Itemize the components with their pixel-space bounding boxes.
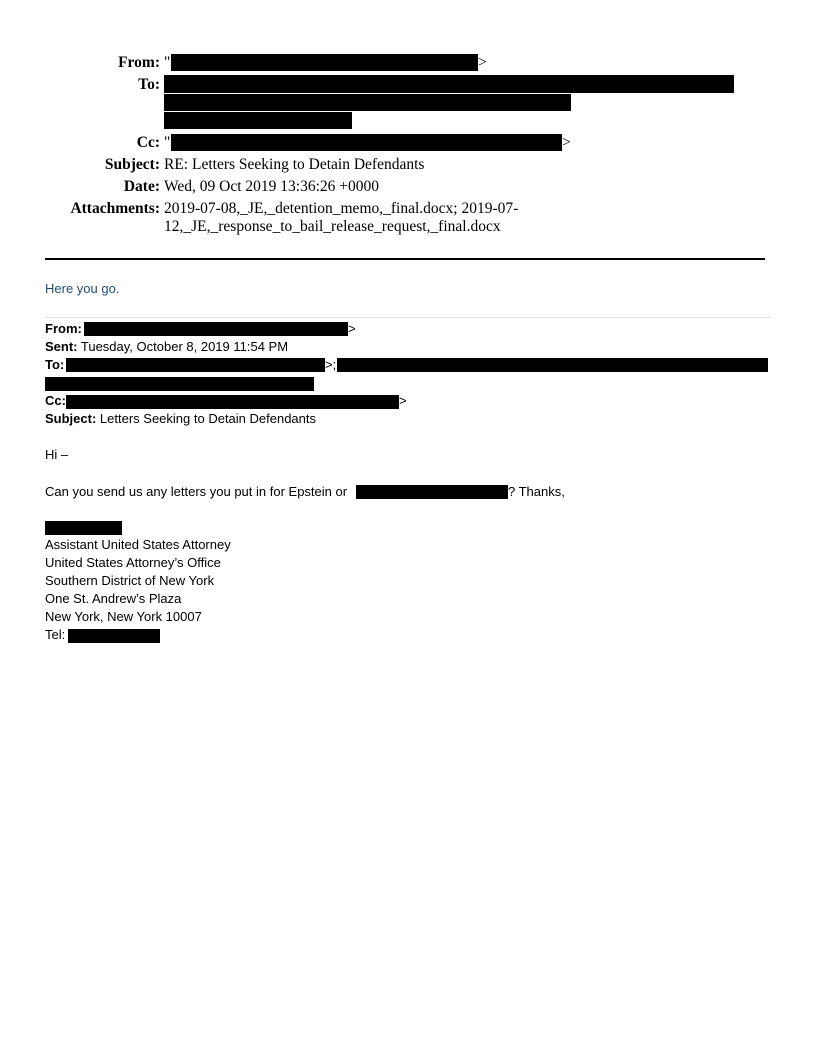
attachment-item[interactable]: 2019-07-08,_JE,_detention_memo,_final.docx; 2019-07-	[164, 200, 519, 217]
forwarded-subject-label: Subject:	[45, 411, 97, 426]
forward-divider	[45, 317, 771, 318]
forwarded-sent-line	[45, 338, 288, 356]
forwarded-subject-line	[45, 410, 316, 428]
redaction-header-from	[171, 54, 478, 71]
redaction-signature-name	[45, 521, 122, 535]
message-request-suffix: ? Thanks,	[508, 484, 565, 499]
message-greeting: Hi –	[45, 447, 69, 462]
header-attachments-label: Attachments:	[70, 200, 160, 217]
redaction-forwarded-to-3	[45, 377, 314, 391]
header-subject-value: RE: Letters Seeking to Detain Defendants	[164, 156, 425, 173]
header-to-label: To:	[138, 76, 160, 93]
header-from-prefix: "	[164, 54, 171, 71]
redaction-header-cc	[171, 134, 562, 151]
reply-text: Here you go.	[45, 281, 120, 296]
signature-tel-label: Tel:	[45, 627, 66, 642]
redaction-forwarded-from	[84, 322, 348, 336]
signature-address-line2: New York, New York 10007	[45, 609, 202, 624]
header-from-suffix: >	[478, 54, 487, 71]
forwarded-cc-suffix: >	[399, 393, 407, 408]
forwarded-from-label: From:	[45, 321, 82, 336]
forwarded-subject-value: Letters Seeking to Detain Defendants	[99, 411, 317, 426]
message-request-prefix: Can you send us any letters you put in for Epstein or	[45, 484, 348, 499]
header-from-label: From:	[118, 54, 160, 71]
header-cc-prefix: "	[164, 134, 171, 151]
forwarded-to-label: To:	[45, 357, 65, 372]
redaction-forwarded-to-2	[337, 358, 768, 372]
redaction-forwarded-cc	[66, 395, 399, 409]
header-cc-suffix: >	[562, 134, 571, 151]
header-subject-label: Subject:	[104, 156, 160, 173]
forwarded-from-suffix: >	[348, 321, 356, 336]
forwarded-sent-label: Sent:	[45, 339, 78, 354]
forwarded-sent-value: Tuesday, October 8, 2019 11:54 PM	[80, 339, 289, 354]
signature-district: Southern District of New York	[45, 573, 215, 588]
redaction-signature-tel	[68, 629, 160, 643]
redaction-message-name	[356, 485, 508, 499]
signature-office: United States Attorney’s Office	[45, 555, 221, 570]
redaction-forwarded-to-1	[66, 358, 325, 372]
forwarded-to-separator: >;	[325, 357, 337, 372]
header-divider	[45, 258, 765, 260]
header-cc-label: Cc:	[136, 134, 160, 151]
signature-address-line1: One St. Andrew’s Plaza	[45, 591, 182, 606]
header-date-value: Wed, 09 Oct 2019 13:36:26 +0000	[164, 178, 380, 195]
signature-title: Assistant United States Attorney	[45, 537, 231, 552]
header-date-label: Date:	[123, 178, 160, 195]
forwarded-cc-label: Cc:	[45, 393, 66, 408]
redaction-header-to-line2	[164, 94, 571, 111]
attachment-item[interactable]: 12,_JE,_response_to_bail_release_request,_final.docx	[164, 218, 501, 235]
redaction-header-to-line1	[164, 75, 734, 93]
redaction-header-to-line3	[164, 112, 352, 129]
